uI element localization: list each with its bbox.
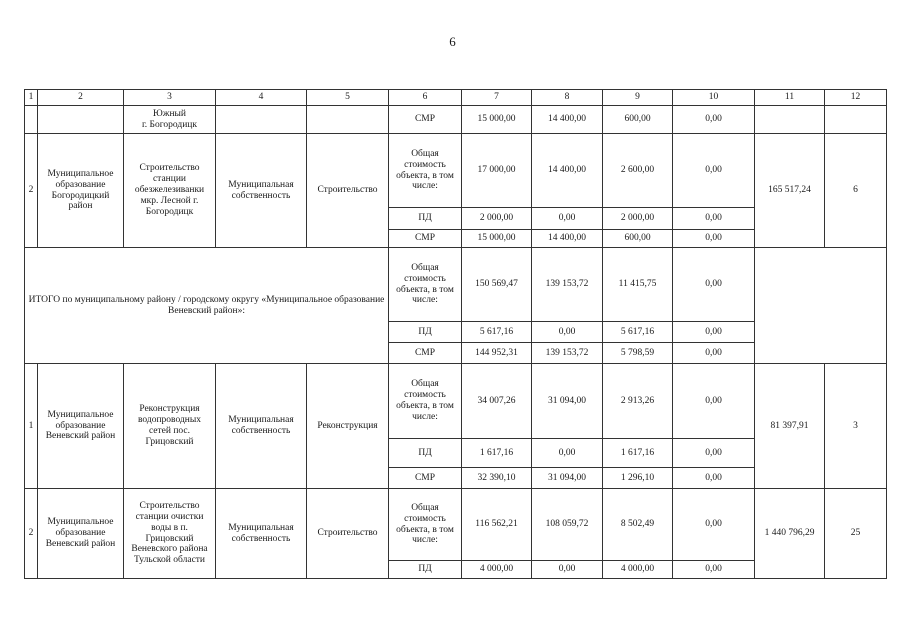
- col-header: 10: [673, 90, 755, 106]
- ownership-cell: Муниципальная собственность: [216, 489, 307, 579]
- value-cell: 108 059,72: [532, 489, 603, 561]
- value-cell: 0,00: [673, 106, 755, 134]
- capacity-cell: 81 397,91: [755, 364, 825, 489]
- count-cell: 3: [825, 364, 887, 489]
- value-cell: 2 913,26: [603, 364, 673, 439]
- object-name-cell: Южный г. Богородицк: [124, 106, 216, 134]
- value-cell: 4 000,00: [462, 561, 532, 579]
- value-cell: 5 798,59: [603, 343, 673, 364]
- work-type-cell: Строительство: [307, 489, 389, 579]
- value-cell: 0,00: [673, 468, 755, 489]
- row-number: 2: [25, 134, 38, 248]
- work-type-cell: Реконструкция: [307, 364, 389, 489]
- cost-label-cell: Общая стоимость объекта, в том числе:: [389, 248, 462, 322]
- value-cell: 4 000,00: [603, 561, 673, 579]
- value-cell: 139 153,72: [532, 343, 603, 364]
- value-cell: 116 562,21: [462, 489, 532, 561]
- header-row: [25, 90, 887, 106]
- value-cell: 150 569,47: [462, 248, 532, 322]
- owner-cell: Муниципальное образование Веневский район: [38, 489, 124, 579]
- value-cell: 2 000,00: [462, 208, 532, 230]
- cost-label-cell: СМР: [389, 230, 462, 248]
- value-cell: 0,00: [673, 322, 755, 343]
- row-number: 2: [25, 489, 38, 579]
- value-cell: 600,00: [603, 106, 673, 134]
- col-header: 1: [25, 90, 38, 106]
- table-row: [25, 106, 887, 134]
- capacity-cell: 165 517,24: [755, 134, 825, 248]
- col-header: 6: [389, 90, 462, 106]
- col-header: 8: [532, 90, 603, 106]
- object-name-cell: Реконструкция водопроводных сетей пос. Грицовский: [124, 364, 216, 489]
- value-cell: 14 400,00: [532, 230, 603, 248]
- value-cell: 0,00: [673, 561, 755, 579]
- capacity-cell: 1 440 796,29: [755, 489, 825, 579]
- value-cell: 144 952,31: [462, 343, 532, 364]
- value-cell: 2 600,00: [603, 134, 673, 208]
- value-cell: 17 000,00: [462, 134, 532, 208]
- value-cell: 14 400,00: [532, 134, 603, 208]
- total-label-cell: ИТОГО по муниципальному району / городскому округу «Муниципальное образование Веневский район»:: [25, 248, 389, 364]
- value-cell: 0,00: [673, 364, 755, 439]
- investment-table: [24, 89, 887, 579]
- value-cell: 5 617,16: [462, 322, 532, 343]
- value-cell: 15 000,00: [462, 230, 532, 248]
- table-row: [25, 489, 887, 561]
- cost-label-cell: СМР: [389, 343, 462, 364]
- col-header: 7: [462, 90, 532, 106]
- table-row: [25, 248, 887, 322]
- work-type-cell: Строительство: [307, 134, 389, 248]
- col-header: 3: [124, 90, 216, 106]
- col-header: 12: [825, 90, 887, 106]
- cost-label-cell: Общая стоимость объекта, в том числе:: [389, 364, 462, 439]
- value-cell: 0,00: [673, 230, 755, 248]
- page-number: 6: [449, 34, 456, 49]
- value-cell: 0,00: [532, 322, 603, 343]
- value-cell: 32 390,10: [462, 468, 532, 489]
- owner-cell: Муниципальное образование Веневский район: [38, 364, 124, 489]
- cost-label-cell: ПД: [389, 208, 462, 230]
- value-cell: 8 502,49: [603, 489, 673, 561]
- col-header: 9: [603, 90, 673, 106]
- row-number: 1: [25, 364, 38, 489]
- value-cell: 0,00: [673, 439, 755, 468]
- cost-label-cell: СМР: [389, 468, 462, 489]
- col-header: 2: [38, 90, 124, 106]
- value-cell: 11 415,75: [603, 248, 673, 322]
- value-cell: 1 617,16: [603, 439, 673, 468]
- ownership-cell: Муниципальная собственность: [216, 364, 307, 489]
- value-cell: 1 617,16: [462, 439, 532, 468]
- value-cell: 0,00: [673, 489, 755, 561]
- col-header: 4: [216, 90, 307, 106]
- value-cell: 31 094,00: [532, 468, 603, 489]
- value-cell: 600,00: [603, 230, 673, 248]
- value-cell: 0,00: [532, 208, 603, 230]
- value-cell: 0,00: [532, 561, 603, 579]
- owner-cell: Муниципальное образование Богородицкий район: [38, 134, 124, 248]
- object-name-cell: Строительство станции очистки воды в п. Грицовский Веневского района Тульской области: [124, 489, 216, 579]
- value-cell: 0,00: [673, 248, 755, 322]
- value-cell: 2 000,00: [603, 208, 673, 230]
- value-cell: 0,00: [532, 439, 603, 468]
- ownership-cell: Муниципальная собственность: [216, 134, 307, 248]
- cost-label-cell: Общая стоимость объекта, в том числе:: [389, 134, 462, 208]
- col-header: 11: [755, 90, 825, 106]
- value-cell: 139 153,72: [532, 248, 603, 322]
- count-cell: 25: [825, 489, 887, 579]
- value-cell: 15 000,00: [462, 106, 532, 134]
- cost-label-cell: Общая стоимость объекта, в том числе:: [389, 489, 462, 561]
- cost-label-cell: ПД: [389, 439, 462, 468]
- value-cell: 5 617,16: [603, 322, 673, 343]
- value-cell: 0,00: [673, 134, 755, 208]
- cost-label-cell: ПД: [389, 561, 462, 579]
- value-cell: 34 007,26: [462, 364, 532, 439]
- col-header: 5: [307, 90, 389, 106]
- count-cell: 6: [825, 134, 887, 248]
- value-cell: 1 296,10: [603, 468, 673, 489]
- object-name-cell: Строительство станции обезжелезиванки мкр. Лесной г. Богородицк: [124, 134, 216, 248]
- value-cell: 14 400,00: [532, 106, 603, 134]
- cost-label-cell: ПД: [389, 322, 462, 343]
- table-row: [25, 364, 887, 439]
- value-cell: 31 094,00: [532, 364, 603, 439]
- table-row: [25, 134, 887, 208]
- cost-label-cell: СМР: [389, 106, 462, 134]
- value-cell: 0,00: [673, 208, 755, 230]
- value-cell: 0,00: [673, 343, 755, 364]
